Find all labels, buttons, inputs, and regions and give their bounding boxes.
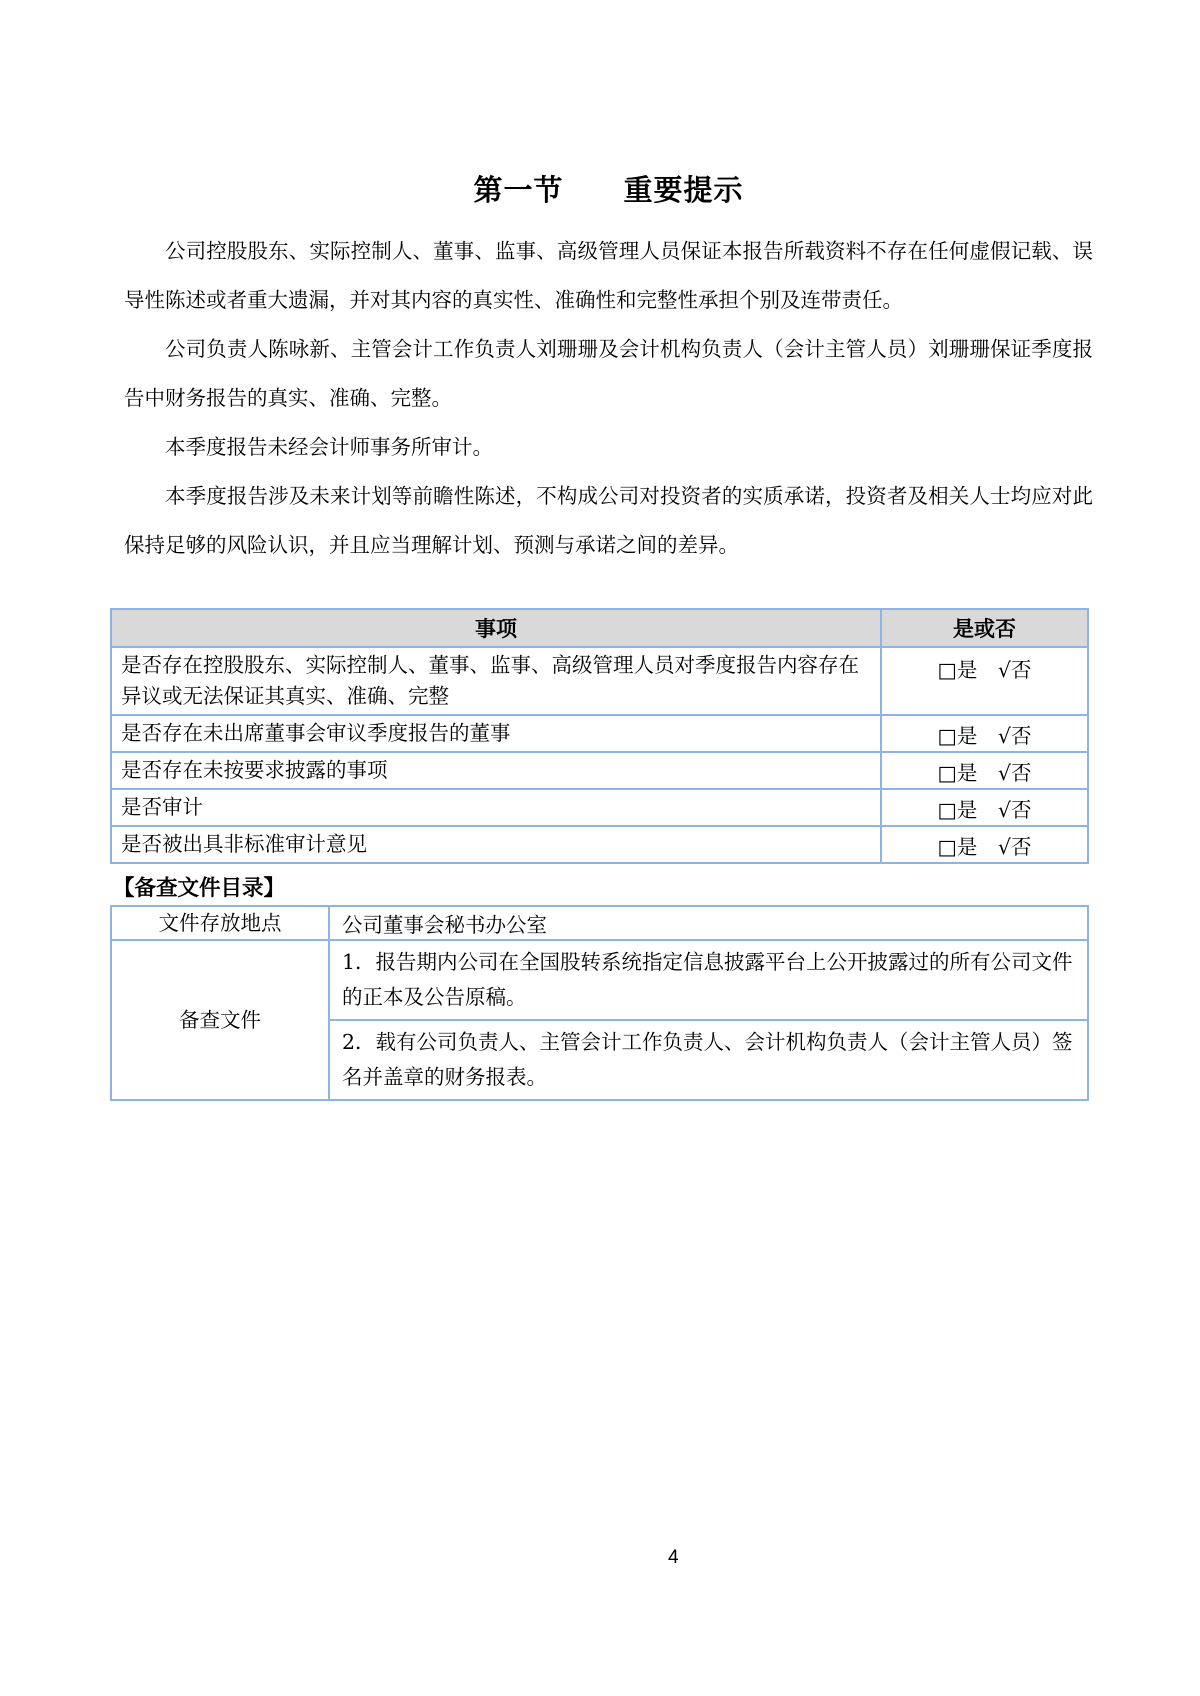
doc-item: 2．载有公司负责人、主管会计工作负责人、会计机构负责人（会计主管人员）签名并盖章的财务报表。 bbox=[329, 1020, 1088, 1100]
location-value: 公司董事会秘书办公室 bbox=[329, 906, 1088, 940]
item-text: 是否存在控股股东、实际控制人、董事、监事、高级管理人员对季度报告内容存在异议或无法保证其真实、准确、完整 bbox=[111, 647, 881, 715]
answer-checkboxes: □是 √否 bbox=[881, 789, 1088, 826]
intro-paragraphs bbox=[124, 227, 1093, 570]
items-table bbox=[110, 608, 1089, 864]
item-text: 是否存在未出席董事会审议季度报告的董事 bbox=[111, 715, 881, 752]
table-row bbox=[111, 752, 1088, 789]
location-label: 文件存放地点 bbox=[111, 906, 329, 940]
docs-label: 备查文件 bbox=[111, 940, 329, 1100]
answer-checkboxes: □是 √否 bbox=[881, 647, 1088, 715]
table-row bbox=[111, 715, 1088, 752]
items-table-header-answer: 是或否 bbox=[881, 609, 1088, 647]
table-row bbox=[111, 826, 1088, 863]
item-text: 是否存在未按要求披露的事项 bbox=[111, 752, 881, 789]
doc-item: 1．报告期内公司在全国股转系统指定信息披露平台上公开披露过的所有公司文件的正本及公告原稿。 bbox=[329, 940, 1088, 1020]
documents-table bbox=[110, 905, 1089, 1101]
paragraph-responsible-persons: 公司负责人陈咏新、主管会计工作负责人刘珊珊及会计机构负责人（会计主管人员）刘珊珊保证季度报告中财务报告的真实、准确、完整。 bbox=[124, 337, 1093, 410]
table-row bbox=[111, 789, 1088, 826]
answer-checkboxes: □是 √否 bbox=[881, 752, 1088, 789]
answer-checkboxes: □是 √否 bbox=[881, 715, 1088, 752]
paragraph-guarantee: 公司控股股东、实际控制人、董事、监事、高级管理人员保证本报告所载资料不存在任何虚假记载、误导性陈述或者重大遗漏，并对其内容的真实性、准确性和完整性承担个别及连带责任。 bbox=[124, 239, 1093, 312]
table-row bbox=[111, 940, 1088, 1020]
items-table-header-row bbox=[111, 609, 1088, 647]
item-text: 是否被出具非标准审计意见 bbox=[111, 826, 881, 863]
table-row bbox=[111, 906, 1088, 940]
paragraph-forward-looking: 本季度报告涉及未来计划等前瞻性陈述，不构成公司对投资者的实质承诺，投资者及相关人士均应对此保持足够的风险认识，并且应当理解计划、预测与承诺之间的差异。 bbox=[124, 484, 1093, 557]
section-title: 第一节 重要提示 bbox=[473, 175, 744, 207]
page-number: 4 bbox=[668, 1547, 679, 1568]
answer-checkboxes: □是 √否 bbox=[881, 826, 1088, 863]
documents-directory-heading: 【备查文件目录】 bbox=[113, 876, 286, 901]
items-table-header-item: 事项 bbox=[111, 609, 881, 647]
paragraph-unaudited: 本季度报告未经会计师事务所审计。 bbox=[165, 435, 493, 459]
item-text: 是否审计 bbox=[111, 789, 881, 826]
table-row bbox=[111, 647, 1088, 715]
